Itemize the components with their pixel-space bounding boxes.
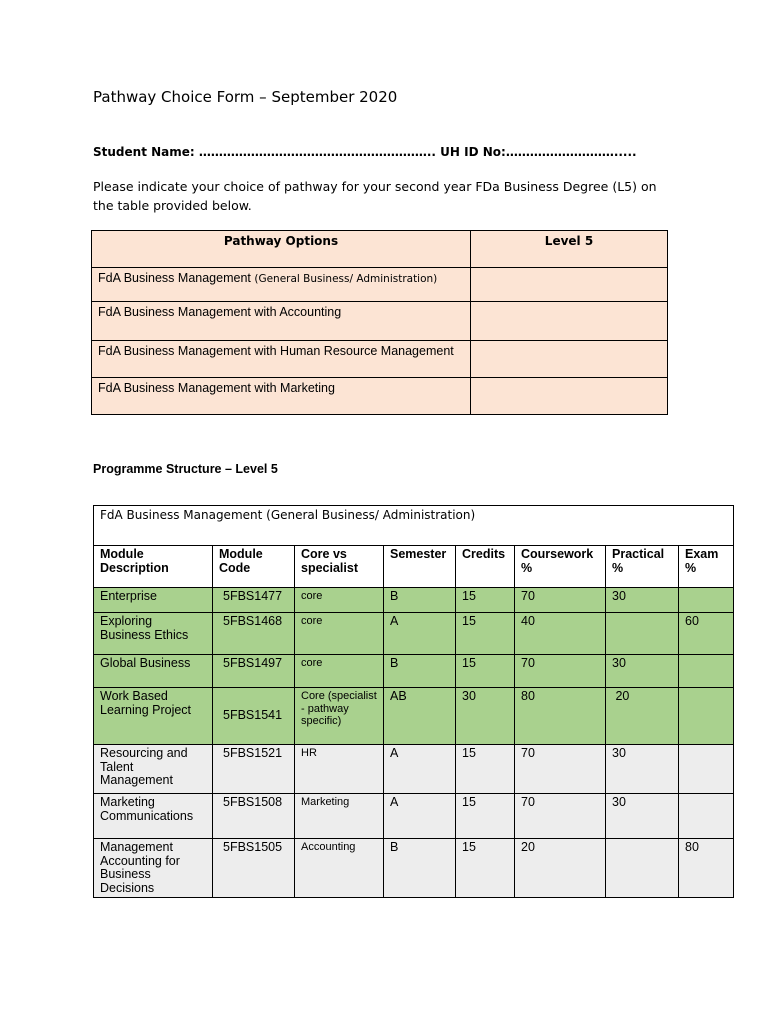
credits-cell: 15 <box>456 794 515 839</box>
credits-cell: 15 <box>456 588 515 613</box>
module-description-cell: Marketing Communications <box>94 794 213 839</box>
student-name-uh-id-line: Student Name: ………………………………………………….. UH ID No:………………………..... <box>93 145 637 159</box>
level5-choice-cell[interactable] <box>471 302 668 341</box>
semester-cell: AB <box>384 688 456 745</box>
core-specialist-cell: core <box>295 613 384 655</box>
semester-cell: A <box>384 745 456 794</box>
exam-header: Exam % <box>679 546 734 588</box>
core-specialist-cell: Core (specialist - pathway specific) <box>295 688 384 745</box>
table-row <box>94 688 734 745</box>
exam-cell: 80 <box>679 839 734 898</box>
pathway-row <box>92 341 668 378</box>
coursework-cell: 70 <box>515 588 606 613</box>
level5-choice-cell[interactable] <box>471 378 668 415</box>
practical-cell: 30 <box>606 655 679 688</box>
module-code-cell: 5FBS1508 <box>213 794 295 839</box>
core-vs-specialist-header: Core vs specialist <box>295 546 384 588</box>
coursework-cell: 70 <box>515 655 606 688</box>
pathway-option-note: (General Business/ Administration) <box>254 273 438 285</box>
module-description-cell: Enterprise <box>94 588 213 613</box>
pathway-option-cell <box>92 341 471 378</box>
pathway-option-label: FdA Business Management with Human Resource Management <box>98 344 454 358</box>
core-specialist-cell: core <box>295 588 384 613</box>
table-row <box>94 613 734 655</box>
exam-cell: 60 <box>679 613 734 655</box>
pathway-option-cell <box>92 302 471 341</box>
practical-cell <box>606 839 679 898</box>
programme-header-row <box>94 546 734 588</box>
exam-cell <box>679 794 734 839</box>
module-code-cell: 5FBS1541 <box>213 688 295 745</box>
table-row <box>94 588 734 613</box>
pathway-options-header: Pathway Options <box>92 231 471 268</box>
table-row <box>94 794 734 839</box>
module-code-header: Module Code <box>213 546 295 588</box>
module-description-cell: Management Accounting for Business Decisions <box>94 839 213 898</box>
coursework-cell: 70 <box>515 745 606 794</box>
semester-header: Semester <box>384 546 456 588</box>
pathway-row <box>92 378 668 415</box>
pathway-option-label: FdA Business Management with Marketing <box>98 381 335 395</box>
table-row <box>94 839 734 898</box>
credits-cell: 15 <box>456 839 515 898</box>
semester-cell: B <box>384 588 456 613</box>
module-description-cell: Work Based Learning Project <box>94 688 213 745</box>
module-description-header: Module Description <box>94 546 213 588</box>
coursework-cell: 80 <box>515 688 606 745</box>
level5-choice-cell[interactable] <box>471 341 668 378</box>
level5-header: Level 5 <box>471 231 668 268</box>
table-row <box>94 655 734 688</box>
core-specialist-cell: core <box>295 655 384 688</box>
practical-cell: 30 <box>606 745 679 794</box>
credits-cell: 30 <box>456 688 515 745</box>
pathway-option-label: FdA Business Management <box>98 271 251 285</box>
coursework-cell: 70 <box>515 794 606 839</box>
semester-cell: B <box>384 839 456 898</box>
programme-structure-table <box>93 505 734 898</box>
coursework-header: Coursework % <box>515 546 606 588</box>
credits-cell: 15 <box>456 745 515 794</box>
core-specialist-cell: HR <box>295 745 384 794</box>
practical-cell: 30 <box>606 794 679 839</box>
pathway-row <box>92 268 668 302</box>
module-code-cell: 5FBS1497 <box>213 655 295 688</box>
semester-cell: A <box>384 613 456 655</box>
coursework-cell: 20 <box>515 839 606 898</box>
pathway-option-label: FdA Business Management with Accounting <box>98 305 342 319</box>
module-description-cell: Global Business <box>94 655 213 688</box>
module-code-cell: 5FBS1505 <box>213 839 295 898</box>
exam-cell <box>679 588 734 613</box>
pathway-row <box>92 302 668 341</box>
practical-cell: 30 <box>606 588 679 613</box>
module-code-cell: 5FBS1468 <box>213 613 295 655</box>
pathway-option-cell <box>92 268 471 302</box>
module-code-cell: 5FBS1477 <box>213 588 295 613</box>
credits-header: Credits <box>456 546 515 588</box>
core-specialist-cell: Marketing <box>295 794 384 839</box>
core-specialist-cell: Accounting <box>295 839 384 898</box>
semester-cell: B <box>384 655 456 688</box>
credits-cell: 15 <box>456 613 515 655</box>
level5-choice-cell[interactable] <box>471 268 668 302</box>
page-title: Pathway Choice Form – September 2020 <box>93 88 398 106</box>
module-description-cell: Resourcing and Talent Management <box>94 745 213 794</box>
programme-structure-heading: Programme Structure – Level 5 <box>93 462 278 476</box>
programme-caption-row <box>94 506 734 546</box>
credits-cell: 15 <box>456 655 515 688</box>
exam-cell <box>679 655 734 688</box>
exam-cell <box>679 745 734 794</box>
practical-header: Practical % <box>606 546 679 588</box>
practical-cell: 20 <box>606 688 679 745</box>
pathway-header-row <box>92 231 668 268</box>
semester-cell: A <box>384 794 456 839</box>
pathway-options-table <box>91 230 668 415</box>
module-code-cell: 5FBS1521 <box>213 745 295 794</box>
module-description-cell: Exploring Business Ethics <box>94 613 213 655</box>
programme-caption: FdA Business Management (General Business/ Administration) <box>94 506 734 546</box>
instructions-text: Please indicate your choice of pathway for your second year FDa Business Degree (L5) on the table provided below. <box>93 179 657 213</box>
practical-cell <box>606 613 679 655</box>
table-row <box>94 745 734 794</box>
coursework-cell: 40 <box>515 613 606 655</box>
pathway-option-cell <box>92 378 471 415</box>
exam-cell <box>679 688 734 745</box>
